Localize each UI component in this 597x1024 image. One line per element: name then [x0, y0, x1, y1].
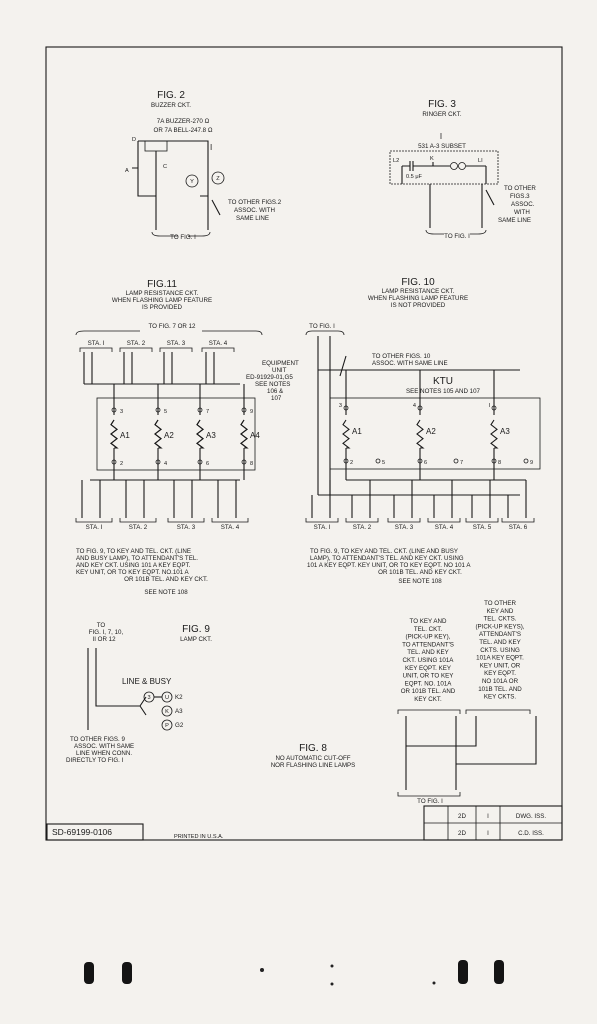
terminal-dot: [524, 459, 528, 463]
fig10-bottom-terminal: 7: [460, 460, 464, 466]
fig10-note-b: ASSOC. WITH SAME LINE: [372, 360, 448, 367]
fig10-station-label: STA. I: [313, 524, 331, 531]
fig3-label-l1: LI: [478, 158, 483, 164]
fig8-right-note-line: TEL. CKTS.: [483, 615, 517, 623]
fig11-lamp-label: A2: [164, 431, 174, 440]
fig2-note-2: ASSOC. WITH: [234, 207, 275, 214]
page-mark: [331, 965, 334, 968]
fig11-note-1: TO FIG. 9, TO KEY AND TEL. CKT. (LINE: [76, 548, 191, 555]
fig10-bottom-terminal: 6: [424, 460, 428, 466]
fig8-right-note-line: KEY AND: [486, 607, 514, 615]
fig10-note-5: SEE NOTE 108: [398, 578, 442, 585]
fig10-ktu-note: SEE NOTES 105 AND 107: [406, 388, 480, 395]
fig11-top-bracket: [76, 331, 262, 335]
fig9-title: FIG. 9: [182, 624, 210, 635]
fig10-station-leads: [312, 480, 330, 518]
fig11-top-note: TO FIG. 7 OR 12: [148, 323, 196, 330]
resistor-zigzag: [417, 420, 423, 448]
fig3-subset: 531 A-3 SUBSET: [418, 143, 466, 150]
fig2-label-i: I: [210, 143, 213, 152]
fig11-note-2: AND BUSY LAMP), TO ATTENDANT'S TEL.: [76, 555, 198, 562]
fig9-note-3: LINE WHEN CONN.: [76, 750, 133, 757]
fig8-right-note-line: TO OTHER: [484, 600, 516, 607]
fig9-key-code: G2: [175, 722, 184, 729]
fig3-note-2: FIGS.3: [510, 193, 530, 200]
fig9-top-3: II OR 12: [92, 636, 116, 643]
issue-table: [424, 806, 562, 840]
fig11-top-station-label: STA. 4: [208, 340, 228, 347]
fig10-sub-1: LAMP RESISTANCE CKT.: [381, 288, 455, 295]
fig11-bottom-stations: [76, 480, 248, 531]
fig10-station-leads: [394, 480, 412, 518]
fig11-top-terminal: 9: [250, 409, 254, 415]
fig10-top-terminal: I: [488, 403, 490, 409]
fig9-top-2: FIG. I, 7, 10,: [88, 629, 124, 636]
fig8-left-note-line: TEL. CKT.: [413, 625, 443, 633]
fig11-lamp-resistance-flashing: [76, 279, 299, 596]
fig11-equip-5: 106 &: [267, 388, 284, 395]
fig10-bottom-terminal: 8: [498, 460, 502, 466]
fig11-bottom-station-leads: [126, 480, 144, 518]
fig11-bottom-terminal: 8: [250, 461, 254, 467]
fig8-left-note-line: EQPT. NO. 101A: [404, 680, 452, 688]
fig8-left-note-line: KEY EQPT. KEY: [405, 664, 451, 672]
fig3-note-1: TO OTHER: [504, 185, 536, 192]
fig10-bottom-terminal: 5: [382, 460, 386, 466]
fig10-station-bracket: [466, 518, 498, 522]
fig11-bottom-station-leads: [218, 480, 236, 518]
fig3-note-3: ASSOC.: [511, 201, 535, 208]
fig11-bottom-station-leads: [82, 480, 100, 518]
fig3-label-i: I: [439, 132, 443, 141]
fig10-top-bracket: [306, 331, 344, 335]
fig9-key-letter: K: [165, 709, 169, 715]
fig10-ktu: KTU: [433, 376, 453, 387]
fig8-right-note: [475, 600, 524, 701]
printed-note: PRINTED IN U.S.A.: [174, 834, 224, 840]
fig11-top-station-leads: [124, 352, 132, 384]
fig11-bottom-station-bracket: [120, 518, 156, 522]
fig9-key-terminals: [154, 692, 184, 730]
fig10-station-label: STA. 5: [472, 524, 492, 531]
fig8-bottom-bracket: [398, 792, 460, 796]
fig2-to-fig: TO FIG. I: [170, 234, 196, 241]
fig3-capacitor: 0.5 μF: [406, 174, 422, 180]
fig9-subtitle: LAMP CKT.: [180, 636, 212, 643]
fig10-note-1: TO FIG. 9, TO KEY AND TEL. CKT. (LINE AND BUSY: [310, 548, 458, 555]
resistor-zigzag: [343, 420, 349, 448]
fig3-title: FIG. 3: [428, 99, 456, 110]
fig8-left-note-line: CKT. USING 101A: [402, 657, 454, 664]
fig3-subtitle: RINGER CKT.: [422, 111, 462, 118]
fig8-no-cutoff-circuit: [271, 600, 536, 805]
fig10-lamp-label: A1: [352, 427, 362, 436]
fig11-equip-4: SEE NOTES: [255, 381, 291, 388]
fig11-top-terminal: 5: [164, 409, 168, 415]
fig8-sub-1: NO AUTOMATIC CUT-OFF: [275, 755, 351, 762]
fig11-top-stations: [80, 340, 234, 384]
fig10-sub-3: IS NOT PROVIDED: [390, 302, 446, 309]
fig11-top-station-leads: [206, 352, 214, 384]
fig10-note-a: TO OTHER FIGS. 10: [372, 353, 431, 360]
fig10-station-leads: [434, 480, 452, 518]
fig11-lamp-label: A1: [120, 431, 130, 440]
fig9-key-letter: U: [164, 695, 170, 701]
binder-hole: [494, 960, 504, 984]
fig10-station-label: STA. 3: [394, 524, 414, 531]
issue-table-cell: I: [487, 830, 489, 837]
fig10-to-fig: TO FIG. I: [309, 323, 335, 330]
fig11-note-3: AND KEY CKT. USING 101 A KEY EQPT.: [76, 562, 191, 569]
fig3-note-4: WITH: [514, 209, 530, 216]
issue-table-cell: DWG. ISS.: [515, 813, 547, 820]
fig11-equip-1: EQUIPMENT: [262, 360, 299, 367]
page-mark: [331, 983, 334, 986]
fig11-bottom-station-bracket: [212, 518, 248, 522]
fig11-equip-3: ED-91929-01,G5: [246, 374, 293, 381]
fig11-bottom-station-leads: [174, 480, 192, 518]
fig10-note-4: OR 101B TEL. AND KEY CKT.: [378, 569, 462, 576]
fig10-station-leads: [508, 480, 526, 518]
issue-table-cell: C.D. ISS.: [518, 830, 544, 837]
fig8-title: FIG. 8: [299, 743, 327, 754]
fig10-note-2: LAMP), TO ATTENDANT'S TEL. AND KEY CKT. USING: [310, 555, 464, 562]
fig11-bottom-station-label: STA. 4: [220, 524, 240, 531]
resistor-zigzag: [155, 420, 161, 448]
page-mark: [260, 968, 264, 972]
fig11-bottom-terminal: 2: [120, 461, 124, 467]
fig2-label-d: D: [132, 137, 137, 143]
fig11-top-station-label: STA. 3: [166, 340, 186, 347]
fig10-lamp-label: A2: [426, 427, 436, 436]
terminal-dot: [376, 459, 380, 463]
resistor-zigzag: [111, 420, 117, 448]
fig8-top-brackets: [398, 710, 530, 714]
fig2-buzzer-circuit: [125, 90, 282, 241]
fig3-ringer-circuit: [390, 99, 536, 240]
resistor-zigzag: [197, 420, 203, 448]
fig2-term-y: Y: [190, 179, 194, 185]
fig8-left-note-line: TO ATTENDANT'S: [402, 641, 454, 649]
fig9-key-letter: P: [165, 723, 169, 729]
fig10-title: FIG. 10: [401, 277, 435, 288]
fig2-note-3: SAME LINE: [236, 215, 270, 222]
fig11-top-station-bracket: [120, 348, 152, 352]
binder-holes: [84, 960, 504, 986]
resistor-zigzag: [491, 420, 497, 448]
fig8-right-note-line: (PICK-UP KEYS),: [475, 623, 525, 631]
binder-hole: [84, 962, 94, 984]
fig10-station-bracket: [428, 518, 460, 522]
fig2-bell-label: OR 7A BELL-247.8 Ω: [153, 127, 213, 134]
fig10-station-bracket: [346, 518, 378, 522]
fig10-station-bracket: [306, 518, 338, 522]
fig10-note-3: 101 A KEY EQPT. KEY UNIT, OR TO KEY EQPT. NO 101 A: [307, 562, 471, 569]
resistor-zigzag: [241, 420, 247, 448]
fig11-equip-6: 107: [271, 395, 282, 402]
fig8-left-note-line: TEL. AND KEY: [407, 649, 449, 657]
fig2-wiring: [132, 141, 208, 196]
fig8-right-note-line: ATTENDANT'S: [479, 631, 521, 639]
fig2-subtitle: BUZZER CKT.: [151, 102, 191, 109]
fig11-bottom-station-label: STA. 2: [128, 524, 148, 531]
ringer-coil-a: [451, 163, 458, 170]
fig10-station-label: STA. 2: [352, 524, 372, 531]
binder-hole: [458, 960, 468, 984]
fig3-label-k: K: [430, 156, 434, 162]
fig8-to-fig: TO FIG. I: [417, 798, 443, 805]
fig9-lamp-num: 3: [147, 695, 151, 701]
fig8-right-note-line: 101A KEY EQPT.: [476, 654, 524, 662]
fig2-label-a: A: [125, 168, 129, 174]
fig11-sub-3: IS PROVIDED: [142, 304, 182, 311]
fig2-title: FIG. 2: [157, 90, 185, 101]
fig11-top-station-bracket: [160, 348, 192, 352]
fig11-top-station-leads: [84, 352, 92, 384]
fig10-station-bracket: [388, 518, 420, 522]
fig8-right-note-line: 101B TEL. AND: [478, 685, 522, 693]
fig10-bottom-terminal: 2: [350, 460, 354, 466]
fig8-wiring: [406, 716, 536, 790]
fig3-to-fig: TO FIG. I: [444, 233, 470, 240]
fig8-left-note-line: KEY CKT.: [414, 696, 442, 703]
fig2-note-1: TO OTHER FIGS.2: [228, 199, 282, 206]
fig9-key-code: A3: [175, 708, 183, 715]
fig11-top-terminal: 3: [120, 409, 124, 415]
fig10-lamp-resistance-no-flashing: [306, 277, 540, 585]
fig11-note-4: KEY UNIT, OR TO KEY EQPT. NO.101 A: [76, 569, 189, 576]
fig3-leads: [430, 184, 494, 228]
issue-table-cell: I: [487, 813, 489, 820]
fig3-note-5: SAME LINE: [498, 217, 532, 224]
fig11-bottom-station-bracket: [168, 518, 204, 522]
fig11-title: FIG.11: [147, 279, 177, 290]
fig9-note-1: TO OTHER FIGS. 9: [70, 736, 125, 743]
fig3-wiring: [402, 161, 486, 184]
fig11-top-station-label: STA. I: [87, 340, 105, 347]
fig10-busbars: [318, 480, 526, 495]
fig11-top-terminal: 7: [206, 409, 210, 415]
fig8-left-note-line: OR 101B TEL. AND: [400, 688, 456, 696]
fig8-right-note-line: TEL. AND KEY: [479, 639, 521, 646]
buzzer-coil-symbol: [145, 141, 167, 151]
fig11-bottom-terminal: 4: [164, 461, 168, 467]
fig10-station-leads: [472, 480, 490, 518]
fig8-sub-2: NOR FLASHING LINE LAMPS: [270, 762, 356, 769]
fig8-left-note-line: UNIT, OR TO KEY: [402, 672, 454, 680]
binder-hole: [122, 962, 132, 984]
fig8-right-note-line: KEY EQPT.: [484, 670, 516, 678]
drawing-number: SD-69199-0106: [52, 827, 113, 837]
fig9-key-code: K2: [175, 694, 183, 701]
fig11-top-station-bracket: [202, 348, 234, 352]
fig8-left-note-line: (PICK-UP KEY),: [405, 633, 451, 641]
fig10-note-pointer: [340, 356, 346, 376]
fig10-sub-2: WHEN FLASHING LAMP FEATURE: [367, 295, 469, 302]
fig11-bottom-station-label: STA. 3: [176, 524, 196, 531]
fig11-sub-2: WHEN FLASHING LAMP FEATURE: [111, 297, 213, 304]
fig8-right-note-line: KEY UNIT, OR: [479, 662, 521, 670]
fig11-note-6: SEE NOTE 108: [144, 589, 188, 596]
fig3-label-l2: L2: [393, 158, 400, 164]
fig9-top-1: TO: [96, 622, 106, 629]
fig8-left-note-line: TO KEY AND: [409, 618, 447, 625]
fig11-sub-1: LAMP RESISTANCE CKT.: [125, 290, 199, 297]
fig10-stations: [306, 480, 534, 531]
fig9-lamp-circuit: [66, 622, 212, 764]
fig8-right-note-line: NO 101A OR: [481, 678, 519, 685]
issue-table-cell: 2D: [458, 830, 466, 837]
fig10-bottom-terminal: 9: [530, 460, 534, 466]
fig11-equip-2: UNIT: [272, 367, 287, 374]
fig10-top-terminal: 4: [412, 403, 416, 409]
fig8-left-note: [401, 618, 456, 703]
fig2-term-z: Z: [216, 176, 220, 182]
fig9-wiring: [88, 648, 146, 730]
fig9-note-4: DIRECTLY TO FIG. I: [66, 757, 124, 764]
terminal-dot: [454, 459, 458, 463]
fig11-top-station-leads: [164, 352, 172, 384]
fig10-station-bracket: [502, 518, 534, 522]
fig2-buzzer-label: 7A BUZZER-270 Ω: [156, 118, 210, 125]
fig10-lamp-label: A3: [500, 427, 510, 436]
fig11-top-station-bracket: [80, 348, 112, 352]
fig11-top-station-label: STA. 2: [126, 340, 146, 347]
fig11-note-5: OR 101B TEL. AND KEY CKT.: [124, 576, 208, 583]
fig8-right-note-line: KEY CKTS.: [483, 693, 517, 701]
fig10-station-leads: [352, 480, 370, 518]
page-mark: [433, 982, 436, 985]
fig10-station-label: STA. 6: [508, 524, 528, 531]
fig11-lamp-label: A3: [206, 431, 216, 440]
fig11-bottom-terminal: 6: [206, 461, 210, 467]
fig2-leads: [156, 196, 220, 230]
fig2-label-c: C: [163, 164, 168, 170]
ringer-coil-b: [459, 163, 466, 170]
fig10-station-label: STA. 4: [434, 524, 454, 531]
fig11-bottom-station-bracket: [76, 518, 112, 522]
fig8-right-note-line: CKTS. USING: [480, 646, 520, 654]
fig9-note-2: ASSOC. WITH SAME: [74, 743, 135, 750]
fig10-top-terminal: 3: [338, 403, 342, 409]
fig11-lamp-label: A4: [250, 431, 260, 440]
fig9-lamp-label: LINE & BUSY: [122, 677, 172, 686]
issue-table-cell: 2D: [458, 813, 466, 820]
fig11-bottom-station-label: STA. I: [85, 524, 103, 531]
